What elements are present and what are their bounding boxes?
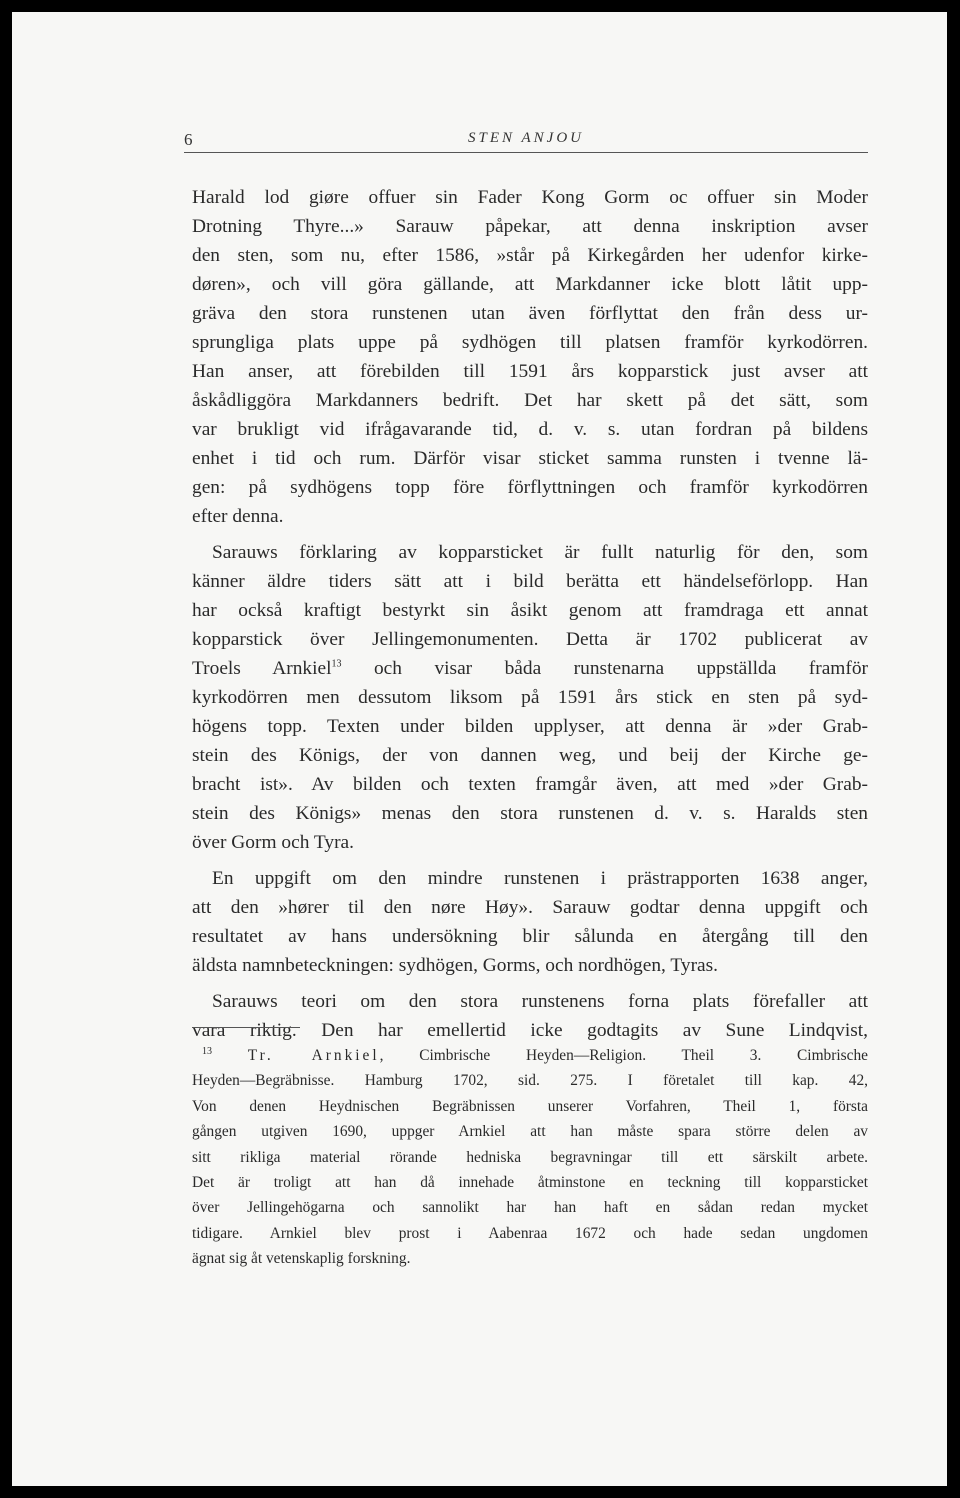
footnote-line: över Jellingehögarna och sannolikt har han haft en sådan redan mycket [192, 1199, 868, 1217]
text-line: högens topp. Texten under bilden upplyser, att denna är »der Grab- [192, 716, 868, 737]
footnote-line: sitt rikliga material rörande hedniska begravningar till ett särskilt arbete. [192, 1148, 868, 1166]
footnote-line: ägnat sig åt vetenskaplig forskning. [192, 1250, 411, 1268]
troels-arnkiel: Troels Arnkiel [192, 658, 332, 679]
text-line: gen: på sydhögens topp före förflyttningen och framför kyrkodörren [192, 477, 868, 498]
text-line: känner äldre tiders sätt att i bild berätta ett händelseförlopp. Han [192, 571, 868, 592]
paragraph-3 [192, 864, 868, 980]
text-line: över Gorm och Tyra. [192, 832, 354, 853]
footnote-line: Heyden—Begräbnisse. Hamburg 1702, sid. 275. I företalet till kap. 42, [192, 1072, 868, 1090]
text-line: gräva den stora runstenen utan även förflyttat den från dess ur- [192, 303, 868, 324]
text-line: har också kraftigt bestyrkt sin åsikt genom att framdraga ett annat [192, 600, 868, 621]
footnote-author: Tr. Arnkiel [247, 1047, 380, 1064]
footnote-number: 13 [202, 1045, 212, 1057]
page-number: 6 [184, 130, 193, 149]
text-line: døren», och vill göra gällande, att Markdanner icke blott låtit upp- [192, 274, 868, 295]
footnote-rule [192, 1027, 300, 1028]
text-line: sprungliga plats uppe på sydhögen till platsen framför kyrkodörren. [192, 332, 868, 353]
text-line: bracht ist». Av bilden och texten framgår även, att med »der Grab- [192, 774, 868, 795]
text-line: Han anser, att förebilden till 1591 års kopparstick just avser att [192, 361, 868, 382]
text-line: åskådliggöra Markdanners bedrift. Det har skett på det sätt, som [192, 390, 868, 411]
text-line: den sten, som nu, efter 1586, »står på Kirkegården her udenfor kirke- [192, 245, 868, 266]
footnote-line: Von denen Heydnischen Begräbnissen unserer Vorfahren, Theil 1, första [192, 1097, 868, 1115]
text-line: enhet i tid och rum. Därför visar sticket samma runsten i tvenne lä- [192, 448, 868, 469]
main-text [192, 183, 868, 1045]
text-line: En uppgift om den mindre runstenen i prästrapporten 1638 anger, [212, 868, 868, 889]
text-line: kopparstick över Jellingemonumenten. Detta är 1702 publicerat av [192, 629, 868, 650]
footnote-line: gången utgiven 1690, uppger Arnkiel att han måste spara större delen av [192, 1123, 868, 1141]
footnote-line: tidigare. Arnkiel blev prost i Aabenraa 1672 och hade sedan ungdomen [192, 1224, 868, 1242]
footnote-13 [192, 1043, 868, 1272]
text-line: resultatet av hans undersökning blir sålunda en återgång till den [192, 926, 868, 947]
text-line: stein des Königs» menas den stora runstenen d. v. s. Haralds sten [192, 803, 868, 824]
text-line: äldsta namnbeteckningen: sydhögen, Gorms, och nordhögen, Tyras. [192, 955, 719, 976]
text-line: Sarauws förklaring av kopparsticket är fullt naturlig för den, som [212, 542, 868, 563]
text-line: var brukligt vid ifrågavarande tid, d. v. s. utan fordran på bildens [192, 419, 868, 440]
text-line: stein des Königs, der von dannen weg, und beij der Kirche ge- [192, 745, 868, 766]
text-line-with-footnote [192, 654, 868, 683]
text-line: att den »hører til den nøre Høy». Sarauw godtar denna uppgift och [192, 897, 868, 918]
paragraph-4 [192, 987, 868, 1045]
troels-line-rest: och visar båda runstenarna uppställda framför [341, 658, 868, 679]
page-header [184, 130, 868, 153]
text-line: Drotning Thyre...» Sarauw påpekar, att denna inskription avser [192, 216, 868, 237]
text-line: kyrkodörren men dessutom liksom på 1591 års stick en sten på syd- [192, 687, 868, 708]
running-title: STEN ANJOU [468, 130, 584, 146]
paragraph-2 [192, 538, 868, 857]
footnote-line: $^{13}$ Tr. Arnkiel, Cimbrische Heyden—Religion. Theil 3. Cimbrische [202, 1045, 868, 1064]
footnote-line: Det är troligt att han då innehade åtminstone en teckning till kopparsticket [192, 1174, 868, 1192]
text-line: Sarauws teori om den stora runstenens forna plats förefaller att [212, 991, 868, 1012]
footnote-reference[interactable]: 13 [331, 658, 342, 670]
text-line: efter denna. [192, 506, 284, 527]
text-line: Harald lod giøre offuer sin Fader Kong Gorm oc offuer sin Moder [192, 187, 868, 208]
paragraph-1 [192, 183, 868, 531]
text-line: vara riktig. Den har emellertid icke godtagits av Sune Lindqvist, [192, 1020, 868, 1041]
